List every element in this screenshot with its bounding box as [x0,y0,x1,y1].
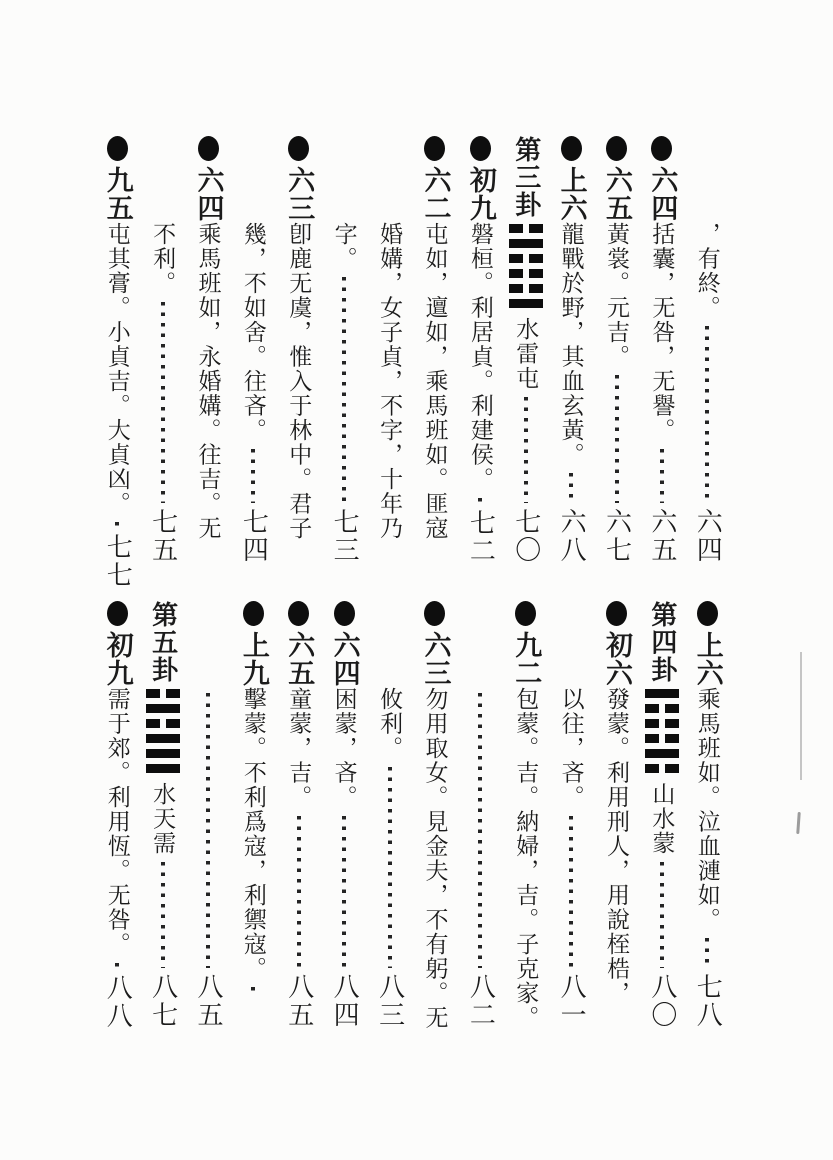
dot-leader [388,767,392,969]
toc-column [276,599,321,1029]
dot-leader [478,498,482,504]
column-header [602,599,633,687]
dot-leader [115,963,119,969]
dot-leader [705,938,709,968]
page-number: 八一 [557,973,587,1029]
line-label: 上九 [238,631,269,687]
chapter-label: 第三卦 [511,136,541,219]
line-marker-icon [470,136,491,161]
hexagram-line-solid [146,704,180,713]
entry-text: 水天需 [150,782,176,856]
line-label: 六二 [420,166,451,222]
page-number: 七八 [693,973,723,1029]
hexagram-line-solid [509,239,543,248]
dot-leader [115,522,119,528]
hexagram-line-solid [146,734,180,743]
entry-text: 婚媾，女子貞，不字，十年乃 [377,222,403,541]
entry-text: 水雷屯 [513,317,539,391]
column-header [694,599,721,687]
hexagram-line-broken [645,734,679,743]
entry-text: 發蒙。利用刑人，用說桎梏， [604,687,630,1006]
dot-leader [297,816,301,969]
entry-text: 括囊，无咎，无譽。 [649,222,675,443]
entry-text: 幾，不如舍。往吝。 [240,222,266,443]
line-label: 上六 [556,166,587,222]
toc-column [185,599,230,1029]
page-number: 七〇 [511,508,541,564]
dot-leader [206,693,210,968]
toc-column [140,134,185,564]
toc-column [367,134,412,564]
column-header [467,134,494,222]
page-number: 八四 [330,973,360,1029]
dot-leader [660,449,664,504]
toc-column [367,599,412,1029]
entry-text: 山水蒙 [649,782,675,856]
hexagram-line-solid [509,299,543,308]
hexagram-line-broken [509,269,543,278]
page-number: 六五 [647,508,677,564]
line-label: 初九 [465,166,496,222]
column-header [420,599,451,687]
line-label: 六四 [329,631,360,687]
line-marker-icon [107,136,128,161]
hexagram-line-broken [645,764,679,773]
line-marker-icon [697,601,718,626]
hexagram-line-solid [146,764,180,773]
entry-text: 乘馬班如，永婚媾。往吉。无 [195,222,221,541]
hexagram-line-broken [509,284,543,293]
column-header [150,599,176,687]
line-marker-icon [424,136,445,161]
column-header [511,599,542,687]
column-header [195,134,222,222]
line-label: 六五 [284,631,315,687]
column-header [420,134,451,222]
line-marker-icon [288,136,309,161]
page-number: 六四 [693,508,723,564]
dot-leader [569,473,573,503]
toc-column [503,134,548,564]
column-header [649,599,675,687]
line-marker-icon [651,136,672,161]
column-header [240,599,267,687]
toc-column [231,599,276,1029]
scan-artifact-line [800,652,802,780]
toc-column [548,599,593,1029]
dot-leader [342,277,346,503]
entry-text: 以往，吝。 [558,687,584,810]
column-header [104,134,131,222]
page-number: 七七 [103,533,133,589]
hexagram-icon [146,689,180,773]
entry-text: 不利。 [150,222,176,296]
entry-text: ，有終。 [694,222,720,320]
entry-text: 磐桓。利居貞。利建侯。 [467,222,493,492]
dot-leader [660,862,664,969]
line-marker-icon [606,601,627,626]
column-header [284,599,315,687]
entry-text: 字。 [331,222,357,271]
dot-leader [615,375,619,503]
page-number: 六八 [557,508,587,564]
page-number: 八二 [466,973,496,1029]
dot-leader [705,326,709,503]
column-header [647,134,678,222]
line-marker-icon [243,601,264,626]
toc-column [185,134,230,564]
line-label: 六四 [647,166,678,222]
toc-column [594,134,639,564]
toc-column [231,134,276,564]
line-marker-icon [334,601,355,626]
entry-text: 屯其膏。小貞吉。大貞凶。 [104,222,130,516]
toc-section-lower [70,599,730,1029]
hexagram-line-broken [146,719,180,728]
page-number: 八五 [194,973,223,1029]
entry-text: 龍戰於野，其血玄黃。 [558,222,584,467]
column-header [331,599,358,687]
toc-column [321,134,366,564]
toc-column [321,599,366,1029]
dot-leader [251,987,255,993]
toc-column [594,599,639,1029]
entry-text: 困蒙，吝。 [331,687,357,810]
hexagram-icon [645,689,679,773]
dot-leader [478,693,482,968]
page-number: 七三 [330,508,360,564]
chapter-label: 第五卦 [148,601,178,684]
line-label: 六三 [284,166,315,222]
toc-column [458,599,503,1029]
line-marker-icon [424,601,445,626]
entry-text: 屯如，邅如，乘馬班如。匪寇 [422,222,448,541]
page-number: 八〇 [647,973,677,1029]
page-number: 八七 [148,973,178,1029]
line-marker-icon [606,136,627,161]
entry-text: 擊蒙。不利爲寇，利禦寇。 [240,687,266,981]
line-marker-icon [198,136,219,161]
toc-column [685,134,730,564]
column-header [284,134,315,222]
chapter-label: 第四卦 [647,601,677,684]
page-number: 七五 [148,508,178,564]
hexagram-line-solid [645,689,679,698]
page-number: 八八 [103,973,133,1030]
column-header [513,134,539,222]
hexagram-line-broken [509,254,543,263]
dot-leader [524,397,528,504]
toc-column [639,134,684,564]
entry-text: 乘馬班如。泣血漣如。 [694,687,720,932]
line-marker-icon [107,601,128,626]
page-number: 六七 [602,508,632,564]
hexagram-line-broken [645,704,679,713]
dot-leader [161,302,165,504]
line-label: 初六 [602,631,633,687]
line-marker-icon [288,601,309,626]
line-label: 上六 [692,631,723,687]
column-header [558,134,585,222]
line-label: 九二 [511,631,542,687]
hexagram-line-broken [146,689,180,698]
page-number: 七四 [239,508,269,564]
dot-leader [251,449,255,504]
hexagram-line-broken [509,224,543,233]
entry-text: 勿用取女。見金夫，不有躬。无 [422,687,448,1030]
line-marker-icon [515,601,536,626]
entry-text: 卽鹿无虞，惟入于林中。君子 [286,222,312,541]
toc-column [503,599,548,1029]
hexagram-line-solid [645,749,679,758]
hexagram-line-broken [645,719,679,728]
toc-column [685,599,730,1029]
toc-column [95,134,140,589]
entry-text: 攸利。 [377,687,403,761]
toc-column [412,134,457,564]
toc-section-upper [70,134,730,589]
line-label: 九五 [102,166,133,222]
line-label: 初九 [102,631,133,687]
entry-text: 黃裳。元吉。 [604,222,630,369]
scan-artifact-tick [796,812,800,834]
dot-leader [161,862,165,969]
entry-text: 需于郊。利用恆。无咎。 [104,687,130,957]
dot-leader [342,816,346,969]
hexagram-icon [509,224,543,308]
column-header [104,599,131,687]
toc-column [412,599,457,1029]
hexagram-line-solid [146,749,180,758]
entry-text: 童蒙，吉。 [286,687,312,810]
line-label: 六四 [193,166,224,222]
toc-column [458,134,503,564]
dot-leader [569,816,573,969]
toc-column [95,599,140,1029]
line-label: 六五 [602,166,633,222]
toc-column [639,599,684,1029]
page-number: 八三 [375,973,405,1029]
toc-column [140,599,185,1029]
line-label: 六三 [420,631,451,687]
page-number: 八五 [284,973,314,1029]
line-marker-icon [561,136,582,161]
page-number: 七二 [466,508,496,565]
toc-column [548,134,593,564]
toc-column [276,134,321,564]
entry-text: 包蒙。吉。納婦，吉。子克家。 [513,687,539,1030]
column-header [602,134,633,222]
